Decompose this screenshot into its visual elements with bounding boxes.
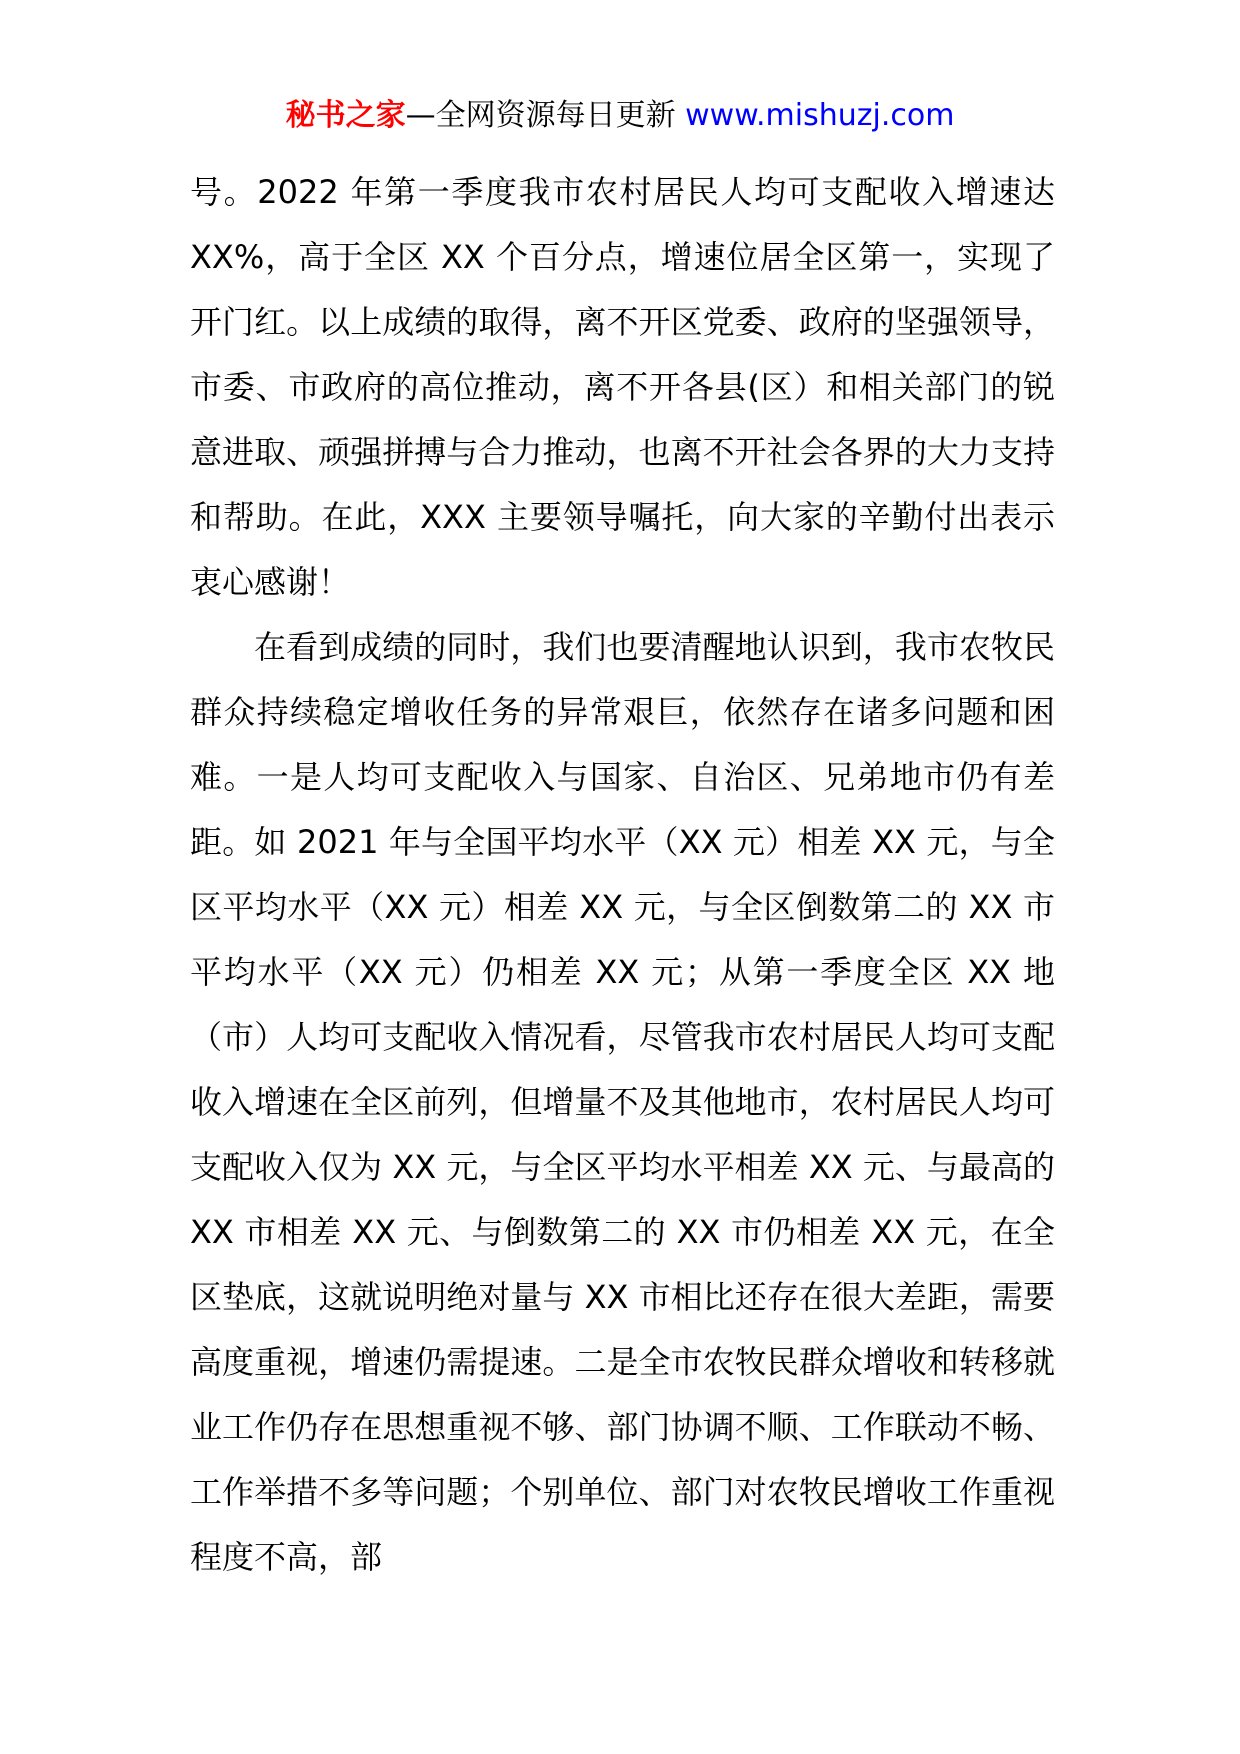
document-body	[190, 160, 1055, 1590]
site-brand: 秘书之家	[285, 98, 406, 133]
site-tagline: —全网资源每日更新	[405, 98, 686, 133]
site-header	[0, 96, 1240, 136]
site-url[interactable]: www.mishuzj.com	[685, 98, 955, 133]
body-paragraph-1: 号。2022 年第一季度我市农村居民人均可支配收入增速达 XX%，高于全区 XX 个百分点，增速位居全区第一，实现了开门红。以上成绩的取得，离不开区党委、政府的坚强领导，市委、市政府的高位推动，离不开各县(区）和相关部门的锐意进取、顽强拼搏与合力推动，也离不开社会各界的大力支持和帮助。在此，XXX 主要领导嘱托，向大家的辛勤付出表示衷心感谢！	[190, 173, 1055, 601]
body-paragraph-2: 在看到成绩的同时，我们也要清醒地认识到，我市农牧民群众持续稳定增收任务的异常艰巨，依然存在诸多问题和困难。一是人均可支配收入与国家、自治区、兄弟地市仍有差距。如 2021 年与全国平均水平（XX 元）相差 XX 元，与全区平均水平（XX 元）相差 XX 元，与全区倒数第二的 XX 市平均水平（XX 元）仍相差 XX 元；从第一季度全区 XX 地（市）人均可支配收入情况看，尽管我市农村居民人均可支配收入增速在全区前列，但增量不及其他地市，农村居民人均可支配收入仅为 XX 元，与全区平均水平相差 XX 元、与最高的 XX 市相差 XX 元、与倒数第二的 XX 市仍相差 XX 元，在全区垫底，这就说明绝对量与 XX 市相比还存在很大差距，需要高度重视，增速仍需提速。二是全市农牧民群众增收和转移就业工作仍存在思想重视不够、部门协调不顺、工作联动不畅、工作举措不多等问题；个别单位、部门对农牧民增收工作重视程度不高，部	[190, 628, 1055, 1576]
